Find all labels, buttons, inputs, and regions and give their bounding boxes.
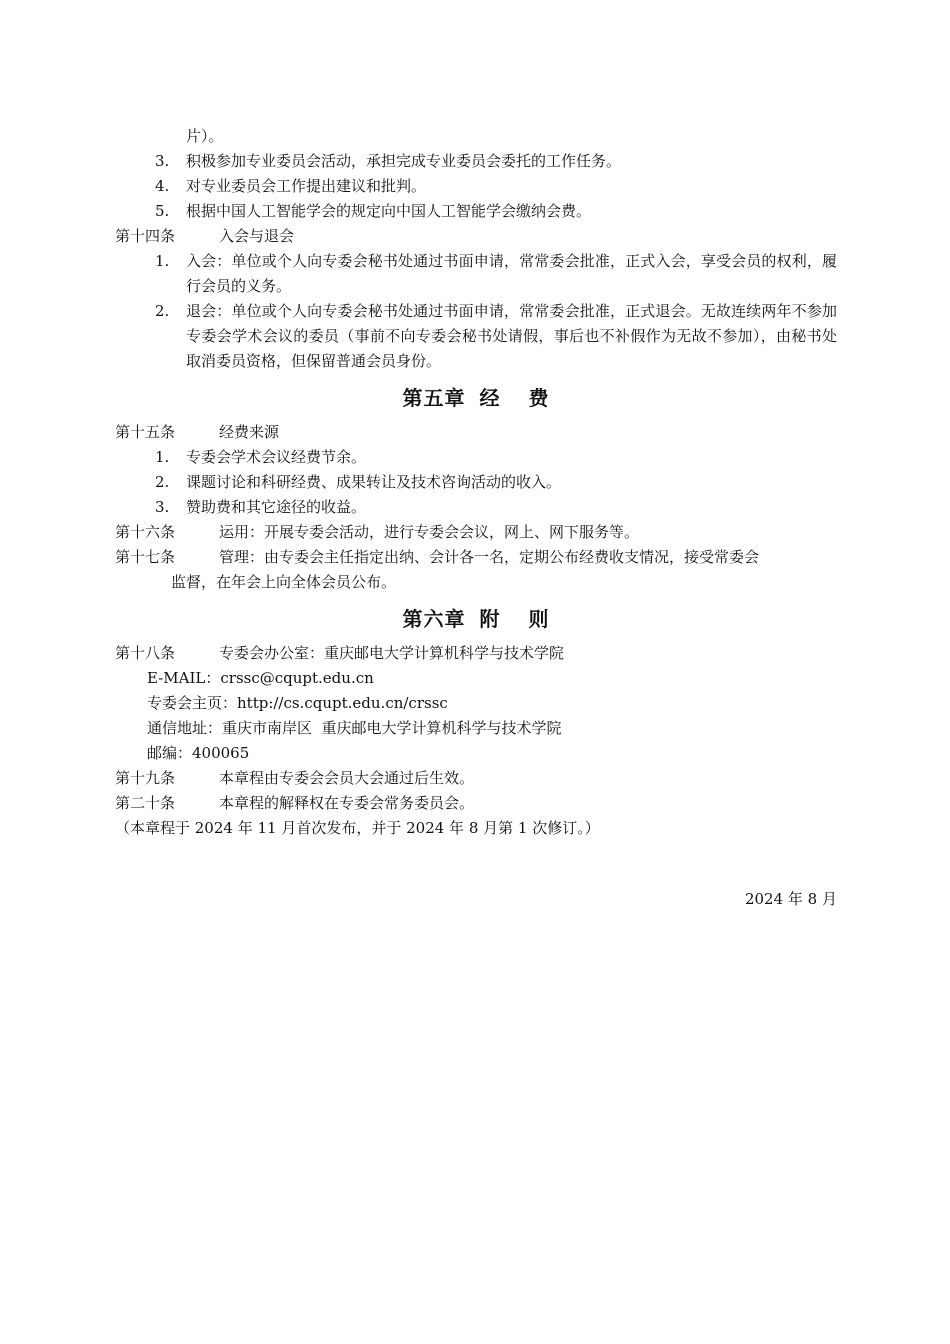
document-date: 2024 年 8 月 [744,890,837,908]
article-15-heading [115,420,837,445]
list-number: 3. [155,152,170,170]
article-17 [115,545,837,570]
list-item [115,149,837,174]
article-title: 经费来源 [219,423,280,441]
list-item [115,174,837,199]
article-14-heading [115,224,837,249]
article-title: 入会与退会 [219,227,295,245]
list-text: 课题讨论和科研经费、成果转让及技术咨询活动的收入。 [186,473,562,491]
list-number: 1. [155,448,170,466]
article-label: 第十四条 [115,227,176,245]
list-item [115,299,837,374]
list-text: 入会：单位或个人向专委会秘书处通过书面申请，常常委会批准，正式入会，享受会员的权利，履行会员的义务。 [186,252,837,295]
contact-postcode: 邮编：400065 [147,744,250,762]
article-text: 本章程由专委会会员大会通过后生效。 [219,769,475,787]
article-label: 第十七条 [115,548,176,566]
list-text: 积极参加专业委员会活动，承担完成专业委员会委托的工作任务。 [186,152,622,170]
article-18 [115,641,837,666]
article-label: 第十九条 [115,769,176,787]
contact-homepage: 专委会主页：http://cs.cqupt.edu.cn/crssc [147,694,448,712]
article-text: 本章程的解释权在专委会常务委员会。 [219,794,475,812]
article-19 [115,766,837,791]
list-text: 退会：单位或个人向专委会秘书处通过书面申请，常常委会批准，正式退会。无故连续两年不参加专委会学术会议的委员（事前不向专委会秘书处请假，事后也不补假作为无故不参加），由秘书处取消委员资格，但保留普通会员身份。 [186,302,837,370]
article-label: 第十八条 [115,644,176,662]
list-item [115,199,837,224]
article-label: 第二十条 [115,794,176,812]
list-number: 5. [155,202,170,220]
list-text: 根据中国人工智能学会的规定向中国人工智能学会缴纳会费。 [186,202,592,220]
contact-address: 通信地址：重庆市南岸区 重庆邮电大学计算机科学与技术学院 [147,719,562,737]
list-item [115,470,837,495]
list-number: 1. [155,252,170,270]
list-text: 对专业委员会工作提出建议和批判。 [186,177,427,195]
list-number: 2. [155,302,170,320]
article-16 [115,520,837,545]
article-text: 专委会办公室：重庆邮电大学计算机科学与技术学院 [219,644,565,662]
article-label: 第十六条 [115,523,176,541]
list-number: 2. [155,473,170,491]
revision-note: （本章程于 2024 年 11 月首次发布，并于 2024 年 8 月第 1 次修订。） [115,819,600,837]
article-label: 第十五条 [115,423,176,441]
article-20 [115,791,837,816]
list-text: 专委会学术会议经费节余。 [186,448,367,466]
list-item [115,249,837,299]
chapter-6-title: 第六章 附 则 [402,607,550,631]
list-number: 4. [155,177,170,195]
list-number: 3. [155,498,170,516]
article-17-continuation: 监督，在年会上向全体会员公布。 [171,573,397,591]
list-item [115,445,837,470]
article-text: 管理：由专委会主任指定出纳、会计各一名，定期公布经费收支情况，接受常委会 [219,548,760,566]
chapter-5-title: 第五章 经 费 [402,386,550,410]
article-text: 运用：开展专委会活动，进行专委会会议，网上、网下服务等。 [219,523,640,541]
list-text: 赞助费和其它途径的收益。 [186,498,367,516]
contact-email: E-MAIL：crssc@cqupt.edu.cn [147,669,374,687]
list-item-continuation: 片）。 [186,127,224,145]
list-item [115,495,837,520]
document-body [115,124,837,912]
